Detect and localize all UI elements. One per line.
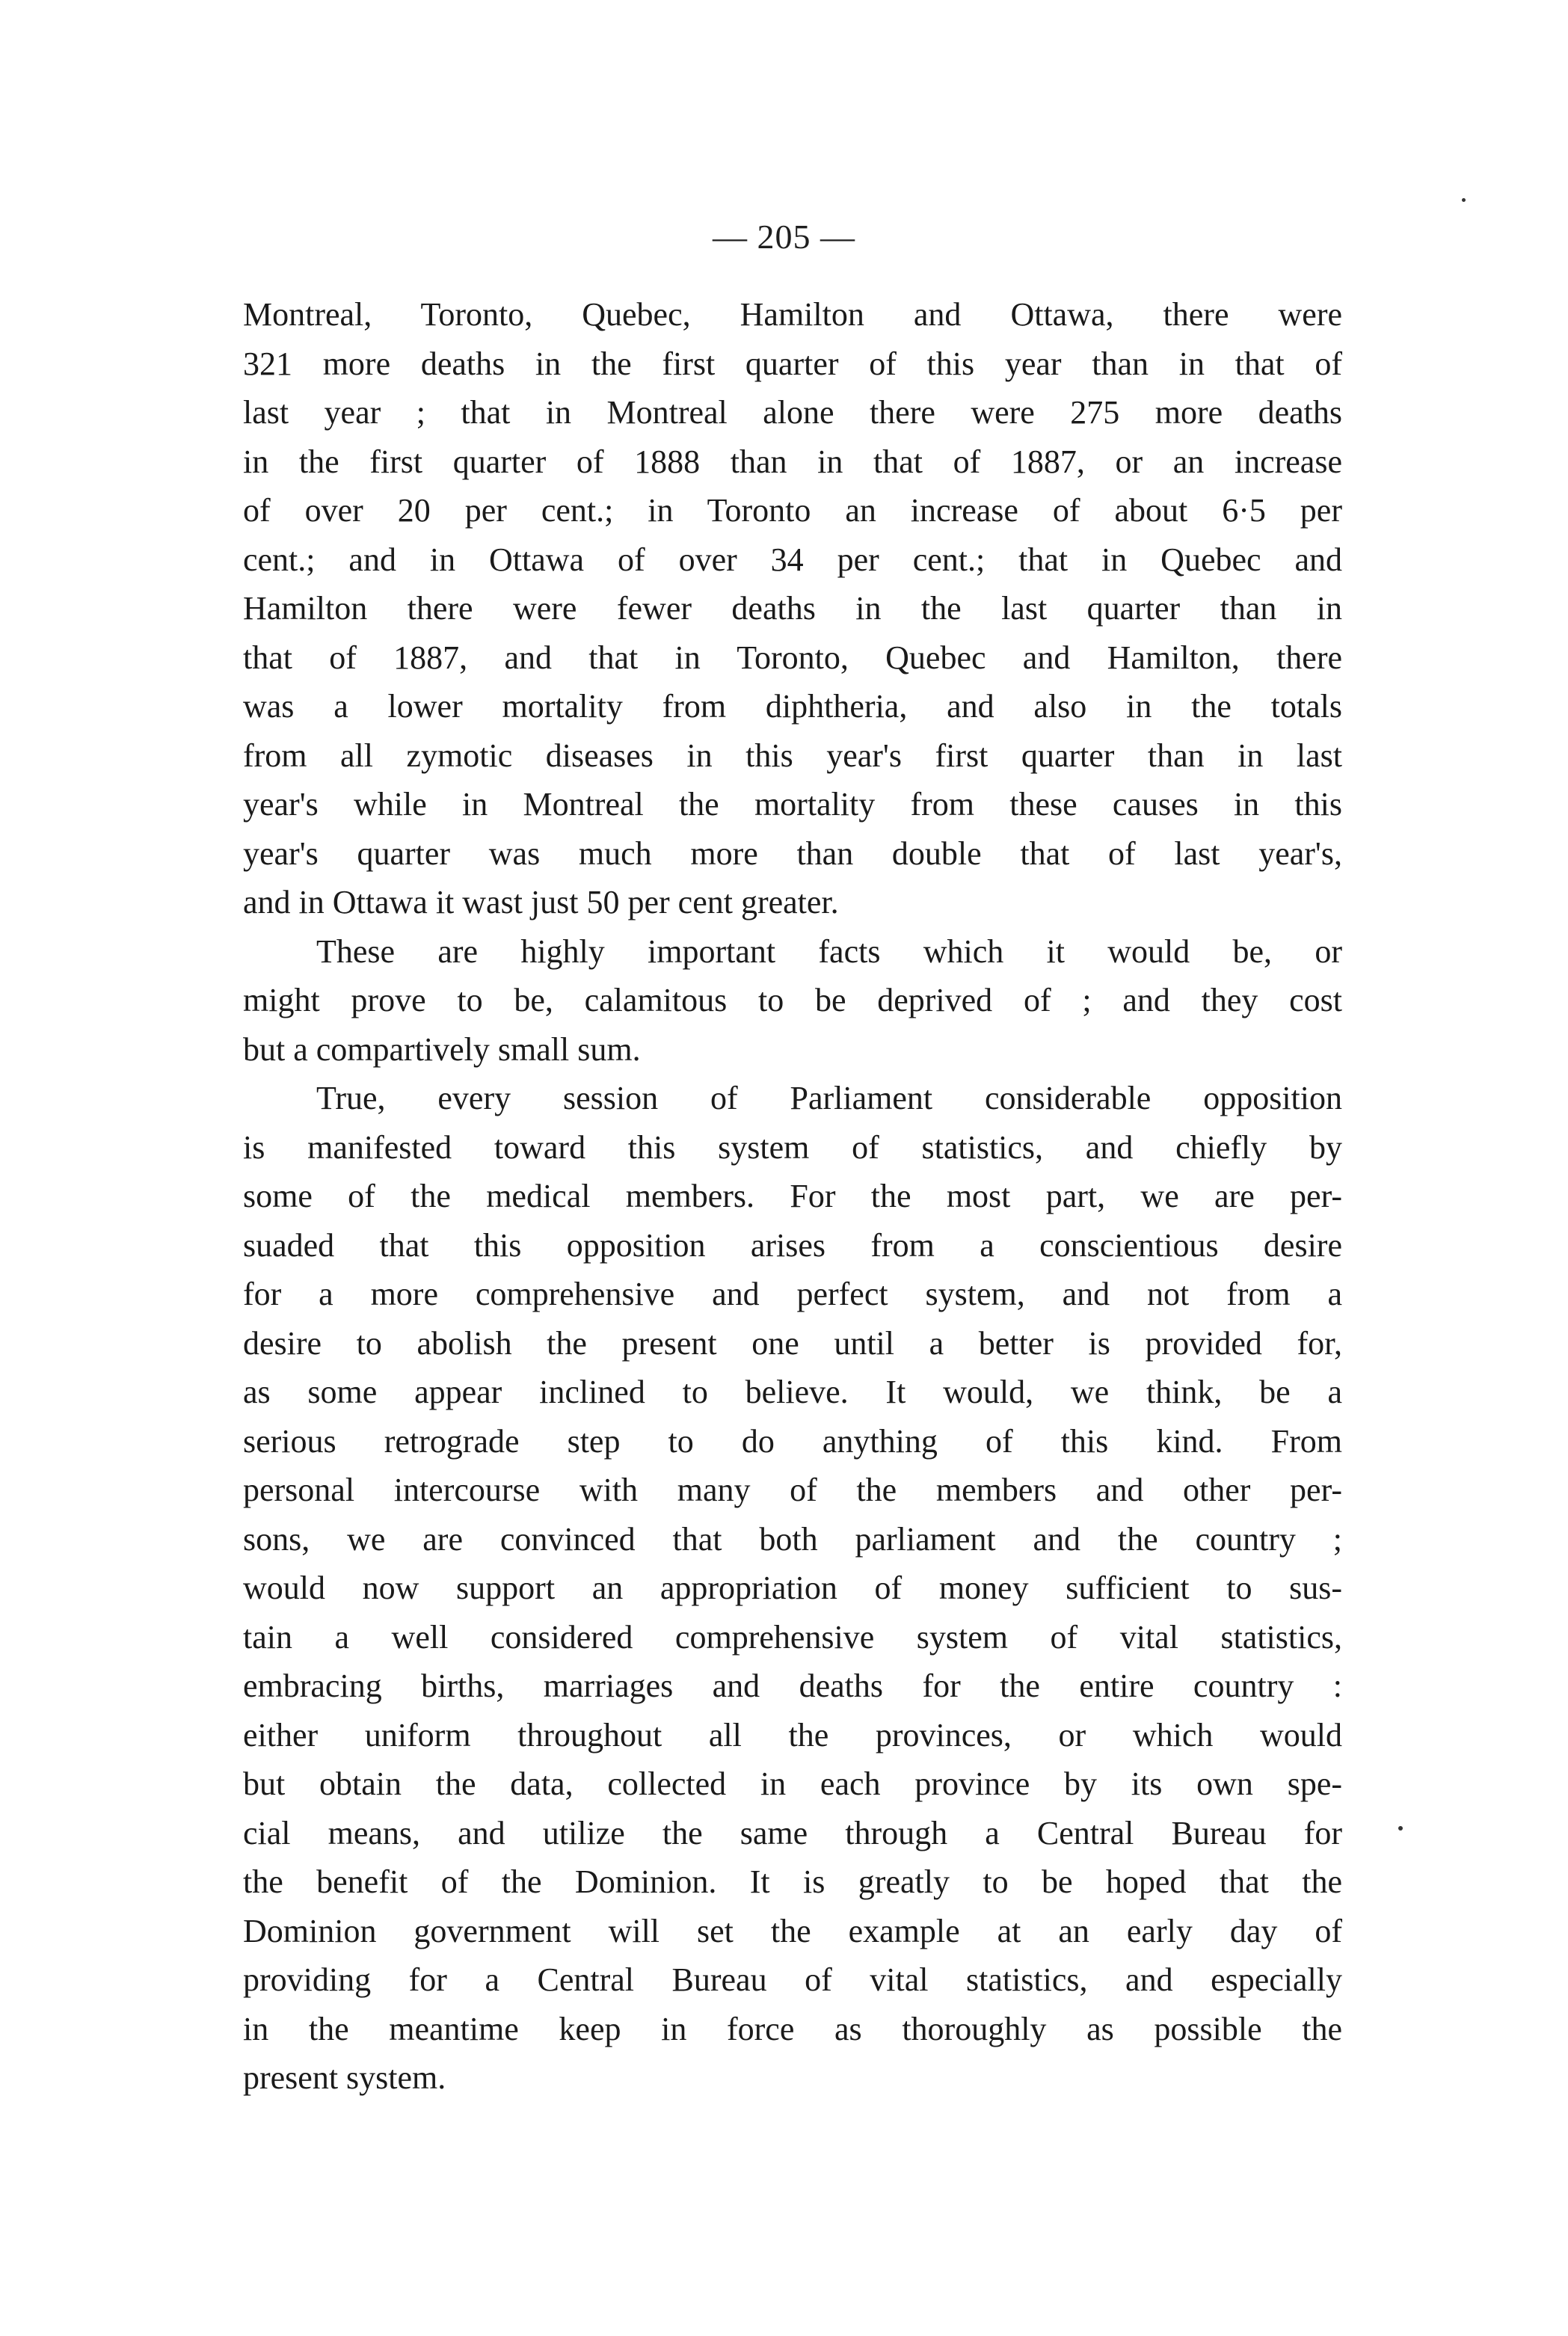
text-line: but a compartively small sum. — [243, 1030, 641, 1068]
text-line: serious retrograde step to do anything of this kind. From — [243, 1422, 1342, 1460]
text-line: providing for a Central Bureau of vital statistics, and especially — [243, 1961, 1342, 1998]
text-line: cent.; and in Ottawa of over 34 per cent.; that in Quebec and — [243, 541, 1342, 578]
text-line: from all zymotic diseases in this year's first quarter than in last — [243, 737, 1342, 774]
text-line: in the meantime keep in force as thoroughly as possible the — [243, 2010, 1342, 2047]
text-line: Dominion government will set the example at an early day of — [243, 1912, 1342, 1949]
text-line: last year ; that in Montreal alone there were 275 more deaths — [243, 394, 1342, 431]
ink-speck — [1462, 198, 1466, 202]
text-line: either uniform throughout all the provinces, or which would — [243, 1716, 1342, 1753]
text-line: some of the medical members. For the most part, we are per- — [243, 1178, 1342, 1214]
text-line: desire to abolish the present one until a better is provided for, — [243, 1324, 1342, 1362]
text-line: cial means, and utilize the same through a Central Bureau for — [243, 1814, 1342, 1851]
text-line: in the first quarter of 1888 than in that of 1887, or an increase — [243, 443, 1342, 480]
body-text — [243, 290, 1342, 2103]
text-line: the benefit of the Dominion. It is greatly to be hoped that the — [243, 1863, 1342, 1900]
text-line: embracing births, marriages and deaths for the entire country : — [243, 1668, 1342, 1704]
text-line: might prove to be, calamitous to be deprived of ; and they cost — [243, 982, 1342, 1018]
text-line: but obtain the data, collected in each province by its own spe- — [243, 1765, 1342, 1802]
text-line: is manifested toward this system of statistics, and chiefly by — [243, 1128, 1342, 1166]
text-line: year's while in Montreal the mortality from these causes in this — [243, 786, 1342, 823]
text-line: These are highly important facts which it would be, or — [316, 932, 1342, 970]
page-number: — 205 — — [713, 218, 855, 256]
text-line: that of 1887, and that in Toronto, Quebec and Hamilton, there — [243, 639, 1342, 676]
text-line: of over 20 per cent.; in Toronto an increase of about 6·5 per — [243, 492, 1342, 529]
paragraph-important-facts — [243, 927, 1342, 1075]
text-line: suaded that this opposition arises from a conscientious desire — [243, 1226, 1342, 1264]
text-line: 321 more deaths in the first quarter of this year than in that of — [243, 345, 1342, 382]
text-line: for a more comprehensive and perfect system, and not from a — [243, 1276, 1342, 1312]
ink-speck — [1398, 1826, 1403, 1831]
text-line: as some appear inclined to believe. It would, we think, be a — [243, 1374, 1342, 1410]
paragraph-mortality-statistics — [243, 290, 1342, 927]
text-line: was a lower mortality from diphtheria, and also in the totals — [243, 688, 1342, 725]
text-line: year's quarter was much more than double that of last year's, — [243, 834, 1342, 872]
text-line: personal intercourse with many of the members and other per- — [243, 1472, 1342, 1508]
text-line: tain a well considered comprehensive system of vital statistics, — [243, 1618, 1342, 1656]
text-line: Hamilton there were fewer deaths in the last quarter than in — [243, 590, 1342, 627]
text-line: would now support an appropriation of money sufficient to sus- — [243, 1570, 1342, 1606]
paragraph-parliament-opposition — [243, 1074, 1342, 2103]
text-line: and in Ottawa it wast just 50 per cent greater. — [243, 884, 839, 920]
text-line: True, every session of Parliament considerable opposition — [316, 1080, 1342, 1116]
text-line: sons, we are convinced that both parliament and the country ; — [243, 1520, 1342, 1558]
text-line: present system. — [243, 2059, 446, 2096]
text-line: Montreal, Toronto, Quebec, Hamilton and Ottawa, there were — [243, 296, 1342, 333]
